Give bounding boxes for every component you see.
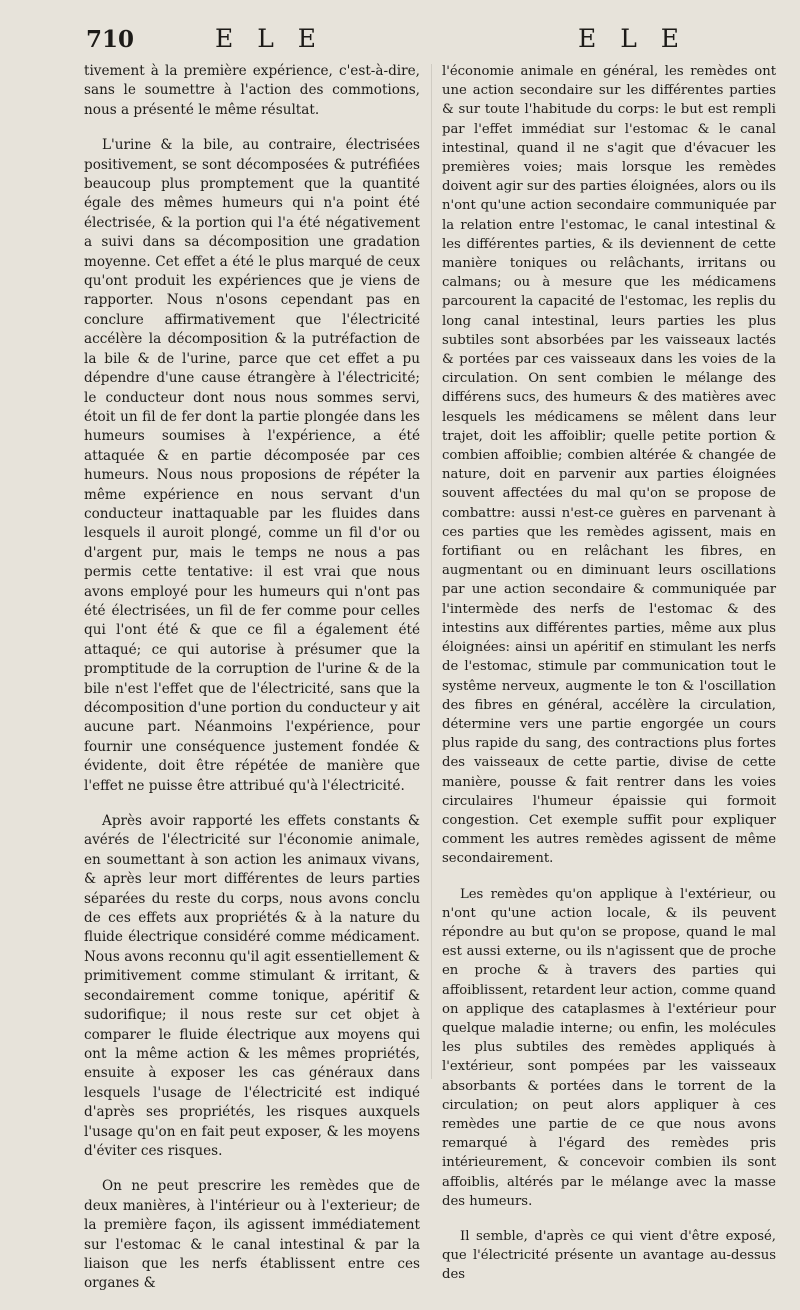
paragraph: l'économie animale en général, les remèdes ont une action secondaire sur les différentes parties & sur toute l'habitude du corps: le but est rempli par l'effet immédiat sur l'estomac & le canal intestinal, quand il ne s'agit que d'évacuer les premières voies; mais lorsque les remèdes doivent agir sur des parties éloignées, alors ou ils n'ont qu'une action secondaire communiquée par la relation entre l'estomac, le canal intestinal & les différentes parties, & ils deviennent de cette manière toniques ou relâchants, irritans ou calmans; ou à mesure que les médicamens parcourent la capacité de l'estomac, les replis du long canal intestinal, leurs parties les plus subtiles sont absorbées par les vaisseaux lactés & portées par ces vaisseaux dans les voies de la circulation. On sent combien le mélange des différens sucs, des humeurs & des matières avec lesquels les médicamens se mêlent dans leur trajet, doit les affoiblir; quelle petite portion & combien affoiblie; combien altérée & changée de nature, doit en parvenir aux parties éloignées souvent affectées du mal qu'on se propose de combattre: aussi n'est-ce guères en parvenant à ces parties que les remèdes agissent, mais en fortifiant ou en relâchant les fibres, en augmentant ou en diminuant leurs oscillations par une action secondaire & communiquée par l'intermède des nerfs de l'estomac & des intestins aux différentes parties, même aux plus éloignées: ainsi un apéritif en stimulant les nerfs de l'estomac, stimule par communication tout le systême nerveux, augmente le ton & l'oscillation des fibres en général, accélère la circulation, détermine vers une partie engorgée un cours plus rapide du sang, des contractions plus fortes des vaisseaux de cette partie, divise de cette manière, pousse & fait rentrer dans les voies circulaires l'humeur épaissie qui formoit congestion. Cet exemple suffit pour expliquer comment les autres remèdes agissent de même secondairement. xyxy=(442,64,776,867)
running-title-left: E L E xyxy=(215,24,324,53)
paragraph: Il semble, d'après ce qui vient d'être exposé, que l'électricité présente un avantage au-dessus des xyxy=(442,1228,776,1283)
right-column xyxy=(442,62,776,1301)
paragraph: Les remèdes qu'on applique à l'extérieur, ou n'ont qu'une action locale, & ils peuvent répondre au but qu'on se propose, quand le mal est aussi externe, ou ils n'agissent que de proche en proche & à travers des parties qui affoiblissent, retardent leur action, comme quand on applique des cataplasmes à l'extérieur pour quelque maladie interne; ou enfin, les molécules les plus subtiles des remèdes appliqués à l'extérieur, sont pompées par les vaisseaux absorbants & portées dans le torrent de la circulation; on peut alors appliquer à ces remèdes une partie de ce que nous avons remarqué à l'égard des remèdes pris intérieurement, & concevoir combien ils sont affoiblis, altérés par le mélange avec la masse des humeurs. xyxy=(442,886,776,1209)
paragraph: Après avoir rapporté les effets constants & avérés de l'électricité sur l'économie animale, en soumettant à son action les animaux vivans, & après leur mort différentes de leurs parties séparées du reste du corps, nous avons conclu de ces effets aux propriétés & à la nature du fluide électrique considéré comme médicament. Nous avons reconnu qu'il agit essentiellement & primitivement comme stimulant & irritant, & secondairement comme tonique, apéritif & sudorifique; il nous reste sur cet objet à comparer le fluide électrique aux moyens qui ont la même action & les mêmes propriétés, ensuite à exposer les cas généraux dans lesquels l'usage de l'électricité est indiqué d'après ses propriétés, les risques auxquels l'usage qu'on en fait peut exposer, & les moyens d'éviter ces risques. xyxy=(84,813,420,1159)
column-divider xyxy=(431,64,432,1079)
paragraph: L'urine & la bile, au contraire, électrisées positivement, se sont décomposées & putréfiées beaucoup plus promptement que la quantité égale des mêmes humeurs qui n'a point été électrisée, & la portion qui l'a été négativement a suivi dans sa décomposition une gradation moyenne. Cet effet a été le plus marqué de ceux qu'ont produit les expériences que je viens de rapporter. Nous n'osons cependant pas en conclure affirmativement que l'électricité accélère la décomposition & la putréfaction de la bile & de l'urine, parce que cet effet a pu dépendre d'une cause étrangère à l'électricité; le conducteur dont nous nous sommes servi, étoit un fil de fer dont la partie plongée dans les humeurs soumises à l'expérience, a été attaquée & en partie décomposée par ces humeurs. Nous nous proposions de répéter la même expérience en nous servant d'un conducteur inattaquable par les fluides dans lesquels il auroit plongé, comme un fil d'or ou d'argent pur, mais le temps ne nous a pas permis cette tentative: il est vrai que nous avons employé pour les humeurs qui n'ont pas été électrisées, un fil de fer comme pour celles qui l'ont été & que ce fil a également été attaqué; ce qui autorise à présumer que la promptitude de la corruption de l'urine & de la bile n'est l'effet que de l'électricité, sans que la décomposition d'une portion du conducteur y ait aucune part. Néanmoins l'expérience, pour fournir une conséquence justement fondée & évidente, doit être répétée de manière que l'effet ne puisse être attribué qu'à l'électricité. xyxy=(84,137,420,794)
running-header xyxy=(0,22,800,56)
running-title-right: E L E xyxy=(578,24,687,53)
left-column xyxy=(84,62,420,1310)
paragraph: On ne peut prescrire les remèdes que de deux manières, à l'intérieur ou à l'exterieur; de la première façon, ils agissent immédiatement sur l'estomac & le canal intestinal & par la liaison que les nerfs établissent entre ces organes & xyxy=(84,1178,420,1292)
page-number: 710 xyxy=(86,26,135,53)
paragraph: tivement à la première expérience, c'est-à-dire, sans le soumettre à l'action des commotions, nous a présenté le même résultat. xyxy=(84,63,420,118)
